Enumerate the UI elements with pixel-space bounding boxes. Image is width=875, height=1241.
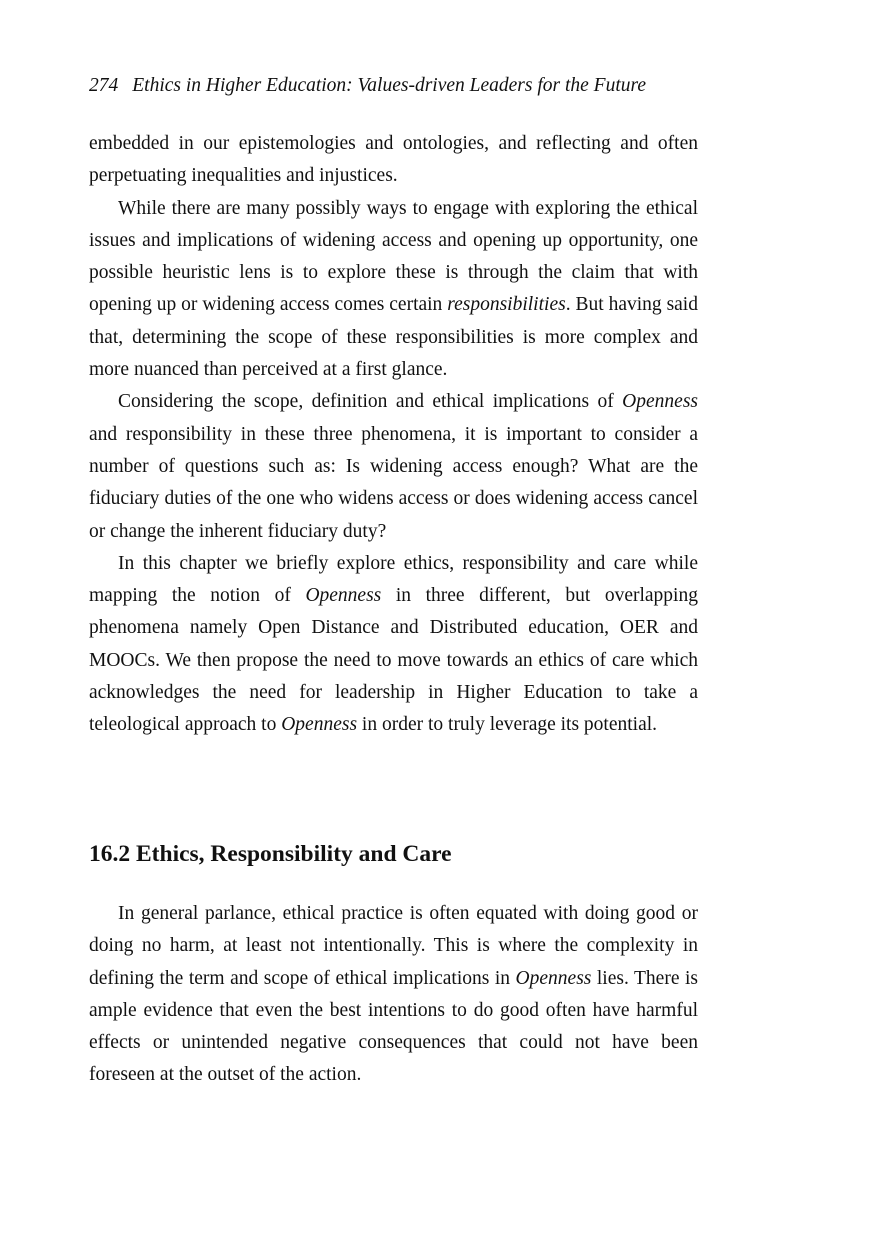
section-text-block xyxy=(89,898,698,1092)
book-title: Ethics in Higher Education: Values-driven Leaders for the Future xyxy=(132,75,647,96)
intro-text-block xyxy=(89,128,698,742)
paragraph-responsibilities: While there are many possibly ways to engage with exploring the ethical issues and implications of widening access and opening up opportunity, one possible heuristic lens is to explore these is through the claim that with opening up or widening access comes certain responsibilities. But having said that, determining the scope of these responsibilities is more complex and more nuanced than perceived at a first glance. xyxy=(89,197,698,381)
paragraph-ethical-practice: In general parlance, ethical practice is often equated with doing good or doing no harm, at least not intentionally. This is where the complexity in defining the term and scope of ethical implications in Openness lies. There is ample evidence that even the best intentions to do good often have harmful effects or unintended negative consequences that could not have been foreseen at the outset of the action. xyxy=(89,903,698,1086)
page-number: 274 xyxy=(89,75,119,96)
emphasis-responsibilities: responsibilities xyxy=(447,294,566,316)
emphasis-openness: Openness xyxy=(281,714,358,736)
paragraph-questions: Considering the scope, definition and ethical implications of Openness and responsibility in these three phenomena, it is important to consider a number of questions such as: Is widening access enough? What are the fiduciary duties of the one who widens access or does widening access cancel or change the inherent fiduciary duty? xyxy=(89,391,698,542)
running-head xyxy=(89,73,698,99)
emphasis-openness: Openness xyxy=(305,585,382,607)
emphasis-openness: Openness xyxy=(622,391,698,413)
paragraph-chapter-overview: In this chapter we briefly explore ethics, responsibility and care while mapping the notion of Openness in three different, but overlapping phenomena namely Open Distance and Distributed education, OER and MOOCs. We then propose the need to move towards an ethics of care which acknowledges the need for leadership in Higher Education to take a teleological approach to Openness in order to truly leverage its potential. xyxy=(89,552,698,736)
emphasis-openness: Openness xyxy=(515,967,592,989)
paragraph-continuation: embedded in our epistemologies and ontologies, and reflecting and often perpetuating inequalities and injustices. xyxy=(89,133,698,187)
section-heading: 16.2 Ethics, Responsibility and Care xyxy=(89,841,452,867)
